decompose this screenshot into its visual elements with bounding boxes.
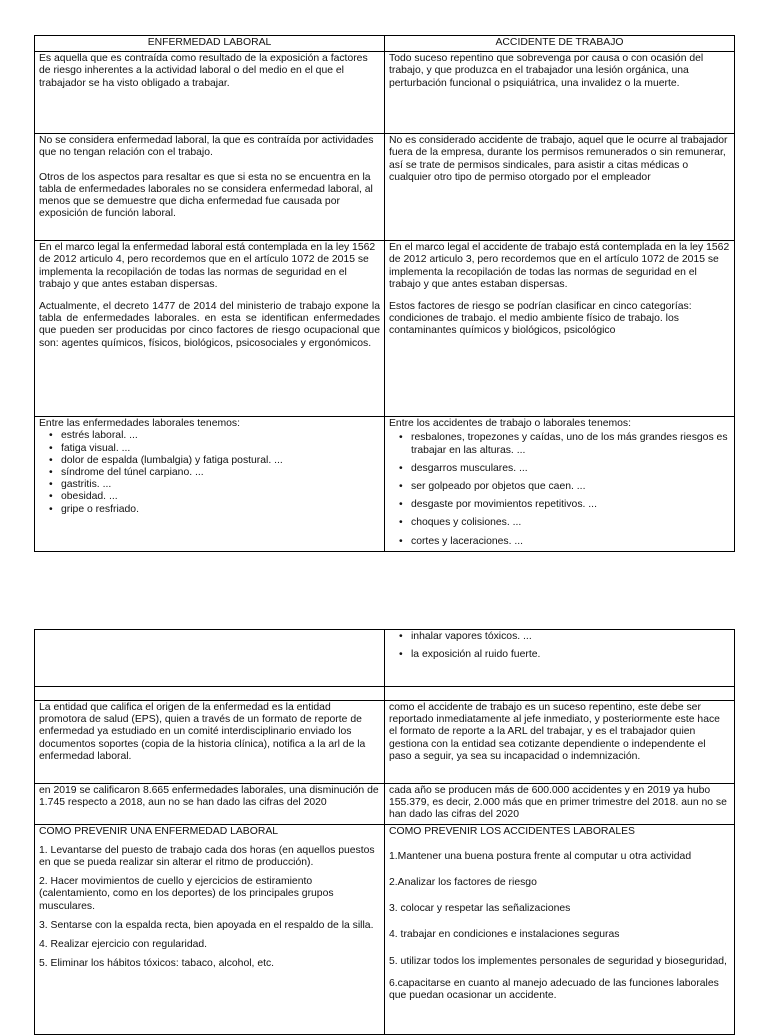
list-item: • gripe o resfriado. — [61, 504, 380, 516]
header-enfermedad: ENFERMEDAD LABORAL — [35, 36, 385, 52]
prevention-enfermedad — [35, 824, 385, 1034]
list-item: 2.Analizar los factores de riesgo — [389, 877, 537, 889]
list-item: • fatiga visual. ... — [61, 443, 380, 455]
exclusion-enfermedad: No se considera enfermedad laboral, la que es contraída por actividades que no tengan relación con el trabajo. Otros de los aspectos para resaltar es que si esta no se encuentra en la tabla de enfermedades laborales no se considera enfermedad laboral, al menos que se demuestre que dicha enfermedad fue causada por exposición de función laboral. — [35, 134, 385, 241]
enfermedades-list — [39, 430, 380, 515]
prevention-accidente — [385, 824, 735, 1034]
exclusion-row — [35, 134, 735, 241]
comparison-table-1 — [34, 35, 735, 552]
continued-enfermedad — [35, 630, 385, 687]
list-item: • ser golpeado por objetos que caen. ... — [411, 481, 730, 493]
definition-accidente: Todo suceso repentino que sobrevenga por causa o con ocasión del trabajo, y que produzca en el trabajador una lesión orgánica, una perturbación funcional o psiquiátrica, una invalidez o la muerte. — [385, 52, 735, 134]
definition-enfermedad: Es aquella que es contraída como resultado de la exposición a factores de riesgo inherentes a la actividad laboral o del medio en el que el trabajador se ha visto obligado a trabajar. — [35, 52, 385, 134]
list-item: • inhalar vapores tóxicos. ... — [411, 631, 730, 643]
list-item: 5. Eliminar los hábitos tóxicos: tabaco, alcohol, etc. — [39, 958, 275, 970]
list-item: 4. Realizar ejercicio con regularidad. — [39, 939, 208, 951]
list-item: • cortes y laceraciones. ... — [411, 536, 730, 548]
list-item: • dolor de espalda (lumbalgia) y fatiga postural. ... — [61, 455, 380, 467]
prevention-enfermedad-title: COMO PREVENIR UNA ENFERMEDAD LABORAL — [39, 825, 279, 837]
list-item: • gastritis. ... — [61, 479, 380, 491]
accidentes-list-continued — [389, 631, 730, 661]
legal-accidente: En el marco legal el accidente de trabajo está contemplada en la ley 1562 de 2012 articulo 3, pero recordemos que en el artículo 1072 de 2015 se implementa la recopilación de todas las normas de seguridad en el trabajo y que antes estaban dispersas. Estos factores de riesgo se podrían clasificar en cinco categorías: condiciones de trabajo. el medio ambiente físico de trabajo. los contaminantes químicos y biológicos, psicológico — [385, 241, 735, 417]
list-item: • desgarros musculares. ... — [411, 463, 730, 475]
list-item: 5. utilizar todos los implementes personales de seguridad y bioseguridad, — [389, 955, 727, 967]
prevention-row — [35, 824, 735, 1034]
continued-accidente — [385, 630, 735, 687]
list-item: 4. trabajar en condiciones e instalaciones seguras — [389, 929, 620, 941]
legal-row — [35, 241, 735, 417]
list-item: • desgaste por movimientos repetitivos. ... — [411, 499, 730, 511]
list-item: • choques y colisiones. ... — [411, 517, 730, 529]
list-item: 6.capacitarse en cuanto al manejo adecuado de las funciones laborales que puedan ocasionar un accidente. — [389, 977, 719, 1002]
list-item: • síndrome del túnel carpiano. ... — [61, 467, 380, 479]
accidentes-list — [389, 432, 730, 547]
legal-enfermedad: En el marco legal la enfermedad laboral está contemplada en la ley 1562 de 2012 articulo 4, pero recordemos que en el artículo 1072 de 2015 se implementa la recopilación de todas las normas de seguridad en el trabajo y que antes estaban dispersas. Actualmente, el decreto 1477 de 2014 del ministerio de trabajo expone la tabla de enfermedades laborales. en esta se identifican enfermedades que pueden ser producidas por cinco factores de riesgo ocupacional que son: agentes químicos, físicos, biológicos, psicosociales y ergonómicos. — [35, 241, 385, 417]
header-accidente: ACCIDENTE DE TRABAJO — [385, 36, 735, 52]
statistics-accidente: cada año se producen más de 600.000 accidentes y en 2019 ya hubo 155.379, es decir, 2.000 más que en primer trimestre del 2018. aun no se han dado las cifras del 2020 — [385, 784, 735, 825]
empty-cell-right — [385, 687, 735, 701]
statistics-row — [35, 784, 735, 825]
definition-row — [35, 52, 735, 134]
list-item: • estrés laboral. ... — [61, 430, 380, 442]
reporting-row — [35, 701, 735, 784]
comparison-table-2 — [34, 629, 735, 1035]
reporting-accidente: como el accidente de trabajo es un suceso repentino, este debe ser reportado inmediatamente al jefe inmediato, y posteriormente este hace el formato de reporte a la ARL del trabajar, y es el trabajador quien gestiona con la entidad sea cotizante dependiente o independente el paso a seguir, ya sea su incapacidad o indemnización. — [385, 701, 735, 784]
empty-cell-left — [35, 687, 385, 701]
examples-row — [35, 417, 735, 552]
list-item: 3. Sentarse con la espalda recta, bien apoyada en el respaldo de la silla. — [39, 919, 374, 931]
list-item: 2. Hacer movimientos de cuello y ejercicios de estiramiento (calentamiento, como en los deportes) de los principales grupos musculares. — [39, 876, 334, 912]
examples-accidente: Entre los accidentes de trabajo o laborales tenemos: • resbalones, tropezones y caídas, uno de los más grandes riesgos es trabajar en las alturas. ... • desgarros musculares. ... • ser golpeado por objetos que caen. ... • desgaste por movimientos repetitivos. ... • choques y colisiones. ... • cortes y laceraciones. ... — [385, 417, 735, 552]
examples-enfermedad: Entre las enfermedades laborales tenemos: • estrés laboral. ... • fatiga visual. ... • dolor de espalda (lumbalgia) y fatiga postural. ... • síndrome del túnel carpiano. ... • gastritis. ... • obesidad. ... • gripe o resfriado. — [35, 417, 385, 552]
header-row — [35, 36, 735, 52]
statistics-enfermedad: en 2019 se calificaron 8.665 enfermedades laborales, una disminución de 1.745 respecto a 2018, aun no se han dado las cifras del 2020 — [35, 784, 385, 825]
empty-row — [35, 687, 735, 701]
list-item: • la exposición al ruido fuerte. — [411, 649, 730, 661]
list-item: 1. Levantarse del puesto de trabajo cada dos horas (en aquellos puestos en que se pueda realizar sin alterar el ritmo de producción). — [39, 844, 375, 869]
reporting-enfermedad: La entidad que califica el origen de la enfermedad es la entidad promotora de salud (EPS), quien a través de un formato de reporte de enfermedad ya estudiado en un comité interdisciplinario enviado los documentos soportes (copia de la historia clínica), notifica a la arl de la enfermedad laboral. — [35, 701, 385, 784]
list-item: • resbalones, tropezones y caídas, uno de los más grandes riesgos es trabajar en las alturas. ... — [411, 432, 730, 456]
continued-examples-row — [35, 630, 735, 687]
exclusion-accidente: No es considerado accidente de trabajo, aquel que le ocurre al trabajador fuera de la empresa, durante los permisos remunerados o sin remunerar, así se trate de permisos sindicales, para asistir a citas médicas o cualquier otro tipo de permiso otorgado por el empleador — [385, 134, 735, 241]
prevention-accidente-title: COMO PREVENIR LOS ACCIDENTES LABORALES — [389, 825, 635, 837]
list-item: 3. colocar y respetar las señalizaciones — [389, 903, 571, 915]
list-item: 1.Mantener una buena postura frente al computar u otra actividad — [389, 850, 692, 862]
list-item: • obesidad. ... — [61, 491, 380, 503]
